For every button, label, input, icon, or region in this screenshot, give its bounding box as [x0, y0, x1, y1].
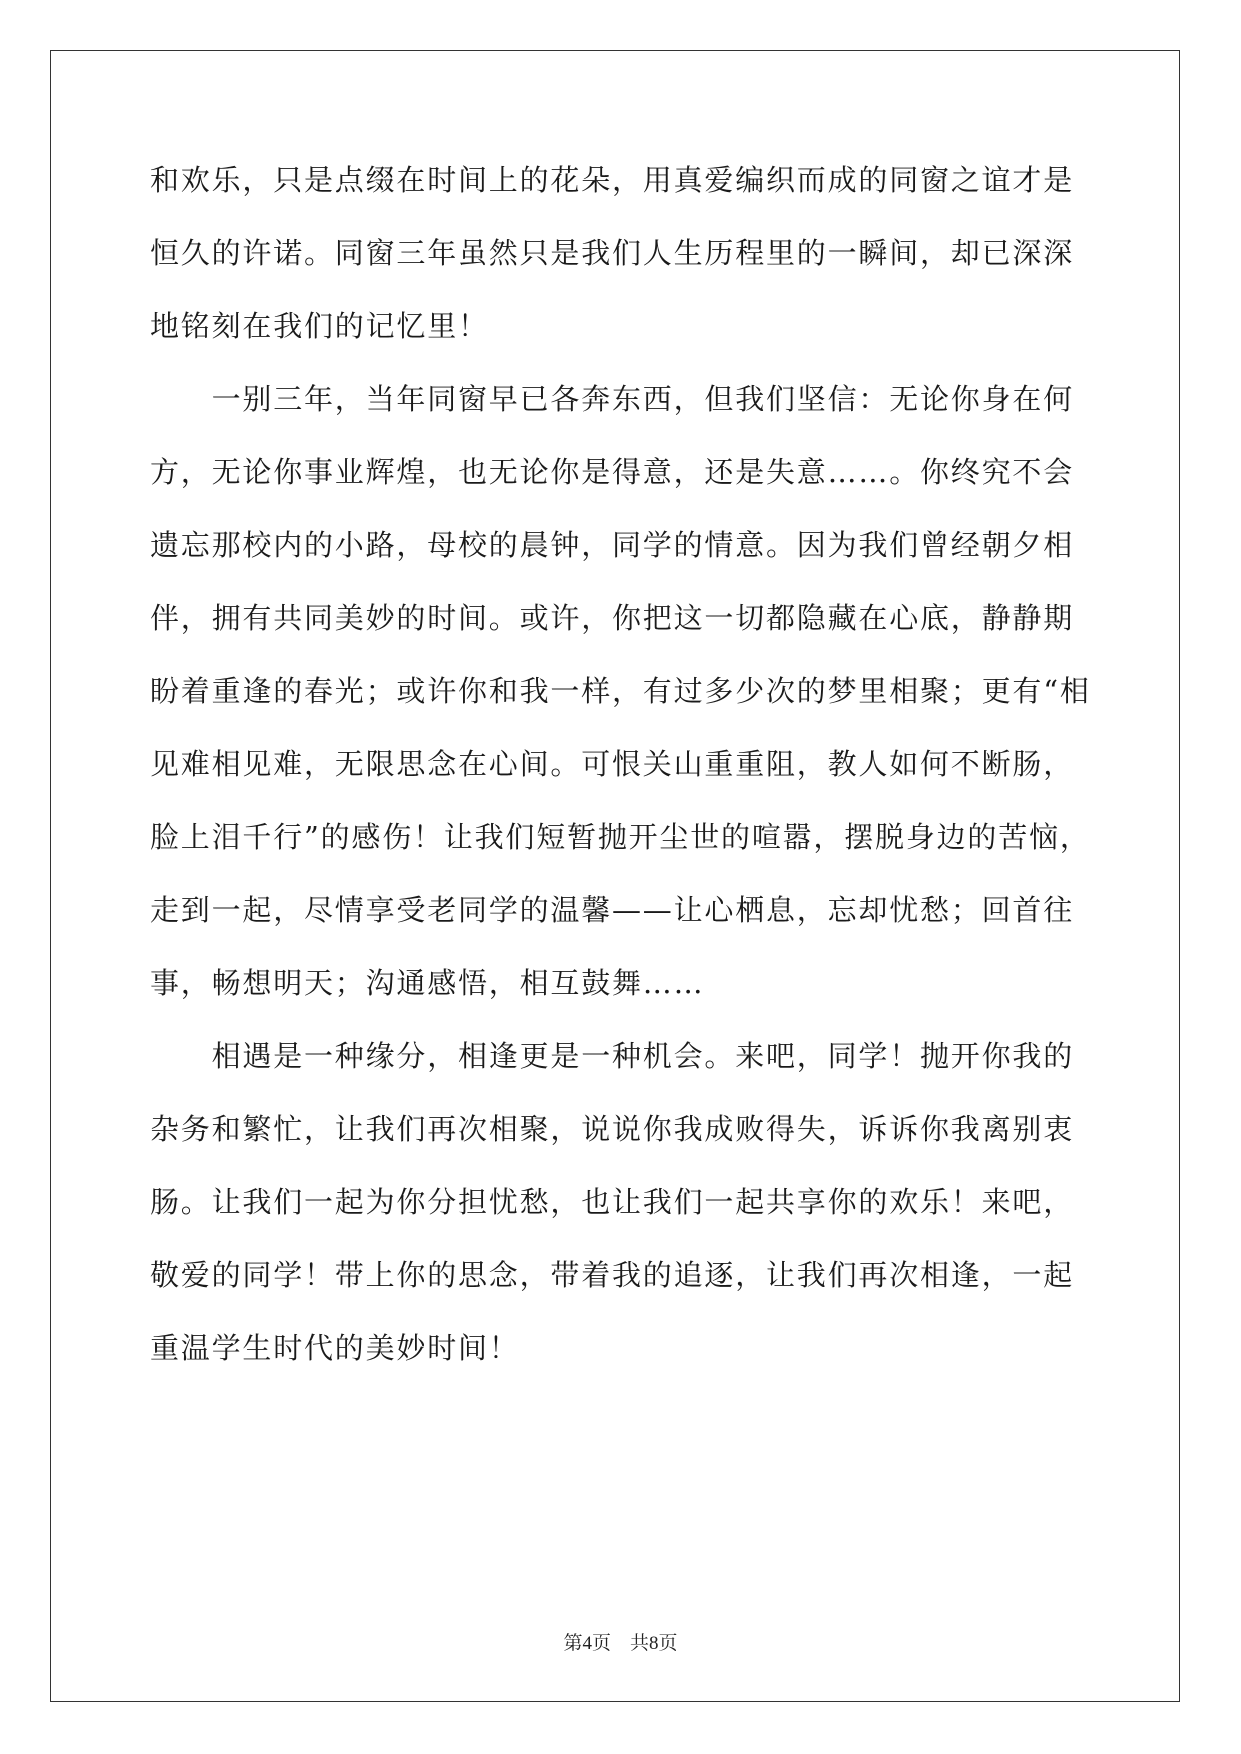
text-line: 走到一起，尽情享受老同学的温馨——让心栖息，忘却忧愁；回首往	[150, 893, 1075, 927]
text-line: 事，畅想明天；沟通感悟，相互鼓舞……	[150, 966, 705, 1000]
text-line: 敬爱的同学！带上你的思念，带着我的追逐，让我们再次相逢，一起	[150, 1258, 1075, 1292]
text-line: 相遇是一种缘分，相逢更是一种机会。来吧，同学！抛开你我的	[150, 1039, 1075, 1073]
page-footer: 第4页 共8页	[563, 1633, 678, 1654]
text-line: 见难相见难，无限思念在心间。可恨关山重重阻，教人如何不断肠，	[150, 747, 1075, 781]
text-line: 肠。让我们一起为你分担忧愁，也让我们一起共享你的欢乐！来吧，	[150, 1185, 1075, 1219]
text-line: 脸上泪千行”的感伤！让我们短暂抛开尘世的喧嚣，摆脱身边的苦恼，	[150, 820, 1091, 854]
text-line: 遗忘那校内的小路，母校的晨钟，同学的情意。因为我们曾经朝夕相	[150, 528, 1075, 562]
page-border	[50, 50, 1180, 1702]
text-line: 方，无论你事业辉煌，也无论你是得意，还是失意……。你终究不会	[150, 455, 1075, 489]
text-line: 重温学生时代的美妙时间！	[150, 1331, 520, 1365]
text-line: 和欢乐，只是点缀在时间上的花朵，用真爱编织而成的同窗之谊才是	[150, 163, 1075, 197]
text-line: 恒久的许诺。同窗三年虽然只是我们人生历程里的一瞬间，却已深深	[150, 236, 1075, 270]
text-line: 地铭刻在我们的记忆里！	[150, 309, 489, 343]
text-line: 伴，拥有共同美妙的时间。或许，你把这一切都隐藏在心底，静静期	[150, 601, 1075, 635]
text-line: 盼着重逢的春光；或许你和我一样，有过多少次的梦里相聚；更有“相	[150, 674, 1091, 708]
text-line: 一别三年，当年同窗早已各奔东西，但我们坚信：无论你身在何	[150, 382, 1075, 416]
text-line: 杂务和繁忙，让我们再次相聚，说说你我成败得失，诉诉你我离别衷	[150, 1112, 1075, 1146]
